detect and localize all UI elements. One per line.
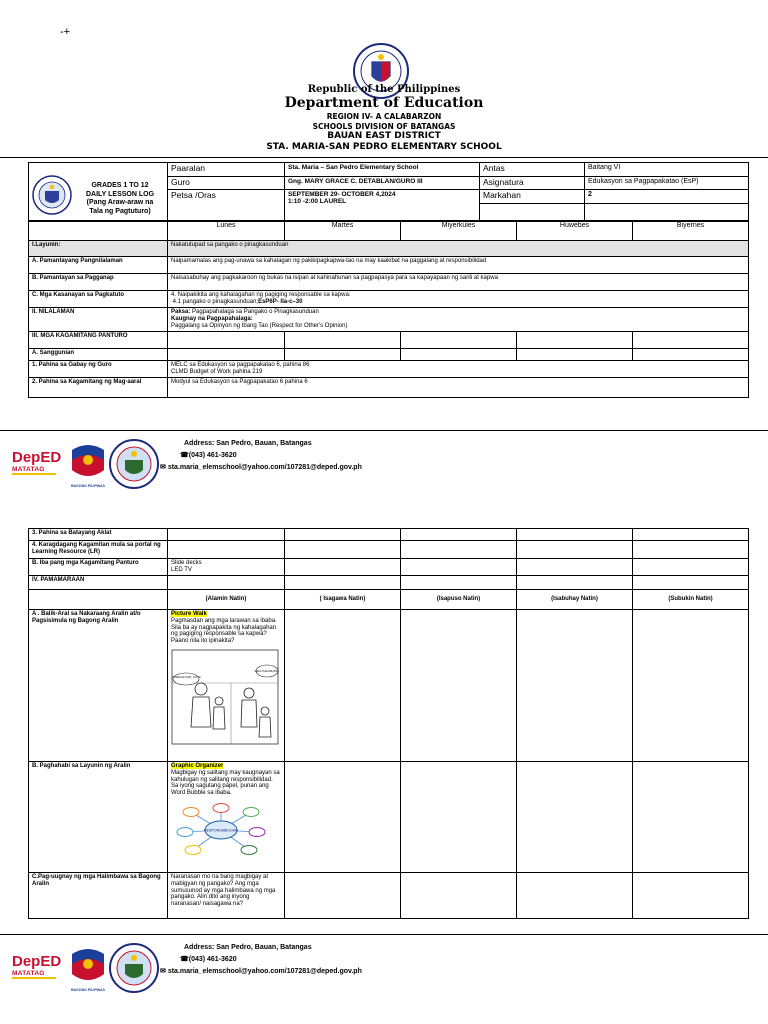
empty-cell <box>633 332 749 349</box>
empty-cell <box>633 872 749 918</box>
lesson-log-table-1b <box>28 220 749 398</box>
deped-logo-text: DepED <box>12 449 62 466</box>
empty-cell <box>633 541 749 559</box>
mail-icon: ✉ <box>160 968 166 975</box>
empty-cell <box>517 529 633 541</box>
bagong-pilipinas-logo-icon <box>68 944 108 994</box>
nilalaman-value <box>168 308 749 332</box>
petsa-label: Petsa /Oras <box>168 189 285 221</box>
footer-1 <box>12 438 752 498</box>
layunin-label: I.Layunin: <box>29 241 168 257</box>
guro-value: Gng. MARY GRACE C. DETABLAN/GURO III <box>285 177 480 190</box>
day-huwebes: Huwebes <box>517 221 633 241</box>
deped-logo-icon <box>12 948 62 992</box>
asignatura-label: Asignatura <box>480 177 585 190</box>
empty-cell <box>285 761 401 872</box>
empty-cell <box>633 559 749 576</box>
bagong-pilipinas-logo-icon <box>68 440 108 490</box>
matatag-text: MATATAG <box>12 466 45 473</box>
empty-cell <box>168 332 285 349</box>
log-title-line4: Tala ng Pagtuturo) <box>89 207 151 215</box>
footer-email: sta.maria_elemschool@yahoo.com/107281@deped.gov.ph <box>167 968 362 975</box>
paghahabi-label: B. Paghahabi sa Layunin ng Aralin <box>29 761 168 872</box>
balik-aral-content <box>168 609 285 761</box>
empty-cell <box>517 541 633 559</box>
day-miyerkules: Miyerkules <box>401 221 517 241</box>
gabay-value <box>168 361 749 378</box>
page-break-rule-2 <box>0 934 768 935</box>
phone-icon: ☎ <box>180 452 189 459</box>
empty-cell <box>285 609 401 761</box>
kagamitan-label: 2. Pahina sa Kagamitang ng Mag-aaral <box>29 377 168 397</box>
day-martes: Martes <box>285 221 401 241</box>
graphic-organizer-title: Graphic Organizer <box>171 762 224 769</box>
empty-cell <box>285 332 401 349</box>
pamantayan-pagganap-label: B. Pamantayan sa Pagganap <box>29 274 168 291</box>
antas-label: Antas <box>480 163 585 177</box>
iba-label: B. Iba pang mga Kagamitang Panturo <box>29 559 168 576</box>
bubble2-text: WAG KALIMUTAN <box>254 669 279 674</box>
school-line: STA. MARIA-SAN PEDRO ELEMENTARY SCHOOL <box>266 142 502 152</box>
kagamitan-value: Modyul sa Edukasyon sa Pagpapakatao 6 pahina 6 <box>168 377 749 397</box>
kaugnay-value: Paggalang sa Opinyon ng Ibang Tao (Respect for Other's Opinion) <box>171 322 348 329</box>
empty-cell <box>285 559 401 576</box>
empty-cell <box>29 221 168 241</box>
pamantayang-pangnilalaman-value: Naipamamalas ang pag-unawa sa kahalagan ng pakikipagkapwa-tao na may kaakibat na paggalang at responsibilidad <box>168 257 749 274</box>
footer-address: Address: San Pedro, Bauan, Batangas <box>184 440 312 447</box>
picture-walk-illustration <box>171 649 279 745</box>
footer-address-block <box>160 438 362 474</box>
markahan-value: 2 <box>585 189 749 203</box>
paghahabi-content <box>168 761 285 872</box>
pag-uugnay-text: Naranasan mo na bang magbigay at mabigyan ng pangako? Ang mga sumusunod ay mga halimbawa ng mga pangako. Alin dito ang inyong naranasan/ naisagawa na? <box>168 872 285 918</box>
deped-logo-icon <box>12 444 62 488</box>
footer-email: sta.maria_elemschool@yahoo.com/107281@deped.gov.ph <box>167 464 362 471</box>
empty-cell <box>633 529 749 541</box>
asignatura-value: Edukasyon sa Pagpapakatao (EsP) <box>585 177 749 190</box>
footer-address-block <box>160 942 362 978</box>
phase-subukin: (Subukin Natin) <box>633 589 749 609</box>
mail-icon: ✉ <box>160 464 166 471</box>
footer-phone: (043) 461-3620 <box>188 956 237 963</box>
graphic-organizer-text: Magbigay ng salitang may kaugnayan sa kahulugan ng salitang responsibilidad. Sa iyong sagutang papel, punan ang Word Bubble sa ibaba. <box>171 769 280 797</box>
empty-cell <box>168 349 285 361</box>
empty-cell <box>401 609 517 761</box>
empty-cell <box>29 589 168 609</box>
petsa-time: 1:10 -2:00 LAUREL <box>288 198 347 206</box>
lesson-log-table-2 <box>28 528 749 919</box>
empty-cell <box>285 541 401 559</box>
nilalaman-label: II. NILALAMAN <box>29 308 168 332</box>
kasanayan-line1: 4. Naipakikita ang kahalagahan ng pagiging responsable sa kapwa: <box>171 292 351 298</box>
pamamaraan-label: IV. PAMAMARAAN <box>29 575 168 589</box>
gabay-label: 1. Pahina sa Gabay ng Guro <box>29 361 168 378</box>
district-line: BAUAN EAST DISTRICT <box>327 131 441 141</box>
day-biyernes: Biyernes <box>633 221 749 241</box>
empty-cell <box>517 559 633 576</box>
markahan-label: Markahan <box>480 189 585 203</box>
footer-address: Address: San Pedro, Bauan, Batangas <box>184 944 312 951</box>
paksa-value: Pagpapahalaga sa Pangako o Pinagkasunduan <box>190 309 319 315</box>
phase-isapuso: (Isapuso Natin) <box>401 589 517 609</box>
day-lunes: Lunes <box>168 221 285 241</box>
school-logo-icon <box>108 438 160 490</box>
empty-cell <box>633 575 749 589</box>
iba-line2: LED TV <box>171 566 192 573</box>
phase-alamin: (Alamin Natin) <box>168 589 285 609</box>
empty-cell <box>401 575 517 589</box>
empty-cell <box>517 332 633 349</box>
page-break-rule <box>0 430 768 431</box>
paaralan-label: Paaralan <box>168 163 285 177</box>
school-logo-icon <box>108 942 160 994</box>
empty-cell <box>517 872 633 918</box>
school-seal-icon <box>32 175 72 215</box>
bagong-text: BAGONG PILIPINAS <box>71 484 105 488</box>
lesson-log-table-1 <box>28 162 749 222</box>
empty-cell <box>168 575 285 589</box>
word-bubble-center: RESPONSABILIDAD <box>204 828 238 833</box>
empty-cell <box>401 872 517 918</box>
pag-uugnay-label: C.Pag-uugnay ng mga Halimbawa sa Bagong Aralin <box>29 872 168 918</box>
empty-cell <box>401 332 517 349</box>
kasanayan-line2 <box>171 299 745 306</box>
balik-aral-label: A . Balik-Aral sa Nakaraang Aralin at/o Pagsisimula ng Bagong Aralin <box>29 609 168 761</box>
footer-2 <box>12 942 752 1002</box>
guro-label: Guro <box>168 177 285 190</box>
log-title-line1: GRADES 1 TO 12 <box>91 182 149 189</box>
empty-cell <box>285 575 401 589</box>
phase-isabuhay: (Isabuhay Natin) <box>517 589 633 609</box>
department-title: Department of Education <box>284 95 484 111</box>
gabay-line2: CLMD Budget of Work pahina 219 <box>171 368 263 375</box>
pamantayan-pagganap-value: Naisasabuhay ang pagkakaroon ng bukas na isipan at kahinahunan sa pagpapasya para sa kapayapaan ng sarili at kapwa <box>168 274 749 291</box>
gabay-line1: MELC sa Edukasyon sa pagpapakatao 6, pahina 86 <box>171 362 310 368</box>
sanggunian-label: A. Sanggunian <box>29 349 168 361</box>
republic-line: Republic of the Philippines <box>307 84 461 95</box>
division-line: SCHOOLS DIVISION OF BATANGAS <box>312 122 456 131</box>
footer-phone: (043) 461-3620 <box>188 452 237 459</box>
kasanayan-value <box>168 291 749 308</box>
picture-walk-text: Pagmasdan ang mga larawan sa ibaba. Sila ba ay nagpapakita ng kahalagahan ng pagiging responsable sa kapwa? Paano nila ito ipinakita? <box>171 617 277 645</box>
iba-line1: Slide decks <box>171 560 202 566</box>
empty-cell <box>285 872 401 918</box>
phase-isagawa: ( Isagawa Natin) <box>285 589 401 609</box>
log-title-cell <box>29 163 168 222</box>
iba-value <box>168 559 285 576</box>
empty-cell <box>480 204 585 222</box>
empty-cell <box>517 609 633 761</box>
log-title-line3: (Pang Araw-araw na <box>86 199 154 206</box>
kasanayan-code: EsP6P- IIa-c–30 <box>258 298 303 305</box>
empty-cell <box>168 541 285 559</box>
empty-cell <box>517 761 633 872</box>
paksa-label: Paksa: <box>171 309 191 315</box>
bagong-text: BAGONG PILIPINAS <box>71 988 105 992</box>
empty-cell <box>401 349 517 361</box>
kaugnay-label: Kaugnay na Pagpapahalaga: <box>171 315 253 322</box>
empty-cell <box>285 349 401 361</box>
phone-icon: ☎ <box>180 956 189 963</box>
empty-cell <box>401 559 517 576</box>
header-rule <box>0 157 768 158</box>
batayang-label: 3. Pahina sa Batayang Aklat <box>29 529 168 541</box>
empty-cell <box>633 761 749 872</box>
pamantayang-pangnilalaman-label: A. Pamantayang Pangnilalaman <box>29 257 168 274</box>
deped-logo-text: DepED <box>12 953 62 970</box>
picture-walk-title: Picture Walk <box>171 610 207 617</box>
paaralan-value: Sta. Maria – San Pedro Elementary School <box>285 163 480 177</box>
log-title-line2: DAILY LESSON LOG <box>85 190 155 198</box>
empty-cell <box>285 529 401 541</box>
petsa-date: SEPTEMBER 29- OCTOBER 4,2024 <box>288 190 396 198</box>
empty-cell <box>585 204 749 222</box>
empty-cell <box>401 541 517 559</box>
matatag-text: MATATAG <box>12 970 45 977</box>
bubble1-text: TANDUAN MO, KUYA <box>171 675 201 680</box>
region-line: REGION IV- A CALABARZON <box>326 112 442 121</box>
empty-cell <box>633 609 749 761</box>
word-bubble-diagram <box>171 802 271 858</box>
empty-cell <box>517 349 633 361</box>
empty-cell <box>633 349 749 361</box>
antas-value: Baitang VI <box>585 163 749 177</box>
kasanayan-label: C. Mga Kasanayan sa Pagkatuto <box>29 291 168 308</box>
layunin-value: Nakatutupad sa pangako o pinagkasunduan <box>168 241 749 257</box>
empty-cell <box>168 529 285 541</box>
petsa-value <box>285 189 480 221</box>
kasanayan-code-label: 4.1 pangako o pinagkasunduan; <box>172 298 259 305</box>
empty-cell <box>401 761 517 872</box>
kagamitang-panturo-label: III. MGA KAGAMITANG PANTURO <box>29 332 168 349</box>
empty-cell <box>401 529 517 541</box>
portal-label: 4. Karagdagang Kagamitan mula sa portal ng Learning Resource (LR) <box>29 541 168 559</box>
page-mark: -+ <box>60 26 71 38</box>
empty-cell <box>517 575 633 589</box>
